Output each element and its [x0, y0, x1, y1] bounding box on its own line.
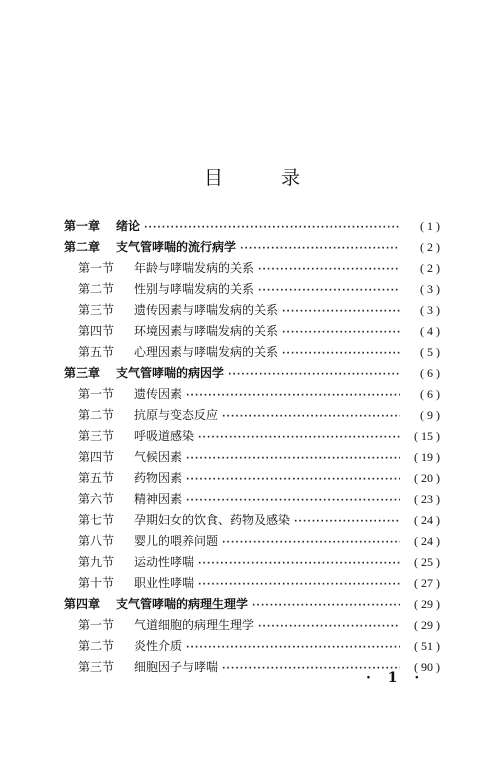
toc-dot-leader	[222, 407, 400, 428]
toc-page-number: ( 90 )	[414, 660, 440, 674]
toc-row[interactable]	[64, 426, 440, 447]
toc-section-number: 第一节	[78, 387, 115, 401]
toc-section-number: 第一节	[78, 261, 115, 275]
toc-section-number: 第七节	[78, 513, 115, 527]
toc-page-number: ( 24 )	[414, 534, 440, 548]
toc-row[interactable]	[64, 594, 440, 615]
toc-dot-leader	[294, 512, 400, 533]
toc-row[interactable]	[64, 384, 440, 405]
toc-row[interactable]	[64, 531, 440, 552]
toc-dot-leader	[252, 596, 400, 617]
toc-section-title: 性别与哮喘发病的关系	[134, 282, 255, 296]
toc-section-number: 第六节	[78, 492, 115, 506]
toc-section-number: 第五节	[78, 345, 115, 359]
toc-section-title: 炎性介质	[134, 639, 183, 653]
toc-section-number: 第二节	[78, 282, 115, 296]
toc-page-number: ( 2 )	[420, 261, 440, 275]
toc-section-number: 第三节	[78, 660, 115, 674]
page-title: 目 录	[203, 166, 327, 189]
toc-row[interactable]	[64, 489, 440, 510]
toc-section-title: 药物因素	[134, 471, 183, 485]
toc-section-title: 抗原与变态反应	[134, 408, 219, 422]
toc-page-number: ( 3 )	[420, 303, 440, 317]
toc-row[interactable]	[64, 573, 440, 594]
toc-dot-leader	[258, 617, 400, 638]
toc-chapter-title: 支气管哮喘的病因学	[116, 366, 225, 380]
toc-section-title: 运动性哮喘	[134, 555, 195, 569]
toc-dot-leader	[258, 281, 400, 302]
toc-dot-leader	[198, 428, 400, 449]
toc-row[interactable]	[64, 405, 440, 426]
toc-dot-leader	[186, 449, 400, 470]
toc-page-number: ( 2 )	[420, 240, 440, 254]
toc-section-title: 精神因素	[134, 492, 183, 506]
toc-page-number: ( 4 )	[420, 324, 440, 338]
toc-row[interactable]	[64, 363, 440, 384]
toc-page-number: ( 23 )	[414, 492, 440, 506]
toc-row[interactable]	[64, 447, 440, 468]
toc-dot-leader	[258, 260, 400, 281]
toc-page-number: ( 9 )	[420, 408, 440, 422]
toc-section-number: 第二节	[78, 408, 115, 422]
toc-dot-leader	[228, 365, 400, 386]
toc-page-number: ( 15 )	[414, 429, 440, 443]
page-number: · 1 ·	[366, 670, 426, 686]
toc-section-number: 第二节	[78, 639, 115, 653]
toc-section-title: 职业性哮喘	[134, 576, 195, 590]
toc-row[interactable]	[64, 216, 440, 237]
toc-row[interactable]	[64, 321, 440, 342]
toc-chapter-number: 第四章	[64, 597, 101, 611]
toc-page-number: ( 3 )	[420, 282, 440, 296]
toc-section-title: 年龄与哮喘发病的关系	[134, 261, 255, 275]
toc-section-title: 气候因素	[134, 450, 183, 464]
toc-section-number: 第四节	[78, 450, 115, 464]
toc-row[interactable]	[64, 552, 440, 573]
toc-section-number: 第四节	[78, 324, 115, 338]
toc-section-number: 第五节	[78, 471, 115, 485]
toc-section-title: 心理因素与哮喘发病的关系	[134, 345, 279, 359]
toc-dot-leader	[186, 491, 400, 512]
toc-page-number: ( 6 )	[420, 366, 440, 380]
toc-page-number: ( 25 )	[414, 555, 440, 569]
table-of-contents	[64, 216, 440, 678]
toc-dot-leader	[144, 218, 400, 239]
toc-chapter-number: 第三章	[64, 366, 101, 380]
toc-chapter-title: 绪论	[116, 219, 141, 233]
toc-page-number: ( 6 )	[420, 387, 440, 401]
toc-section-number: 第九节	[78, 555, 115, 569]
toc-dot-leader	[198, 575, 400, 596]
toc-section-number: 第一节	[78, 618, 115, 632]
toc-chapter-title: 支气管哮喘的病理生理学	[116, 597, 249, 611]
toc-page-number: ( 19 )	[414, 450, 440, 464]
toc-section-number: 第三节	[78, 429, 115, 443]
toc-row[interactable]	[64, 510, 440, 531]
toc-dot-leader	[240, 239, 400, 260]
toc-row[interactable]	[64, 258, 440, 279]
toc-dot-leader	[186, 386, 400, 407]
toc-chapter-title: 支气管哮喘的流行病学	[116, 240, 237, 254]
toc-section-number: 第八节	[78, 534, 115, 548]
toc-dot-leader	[282, 302, 400, 323]
toc-section-number: 第三节	[78, 303, 115, 317]
toc-row[interactable]	[64, 279, 440, 300]
toc-section-title: 细胞因子与哮喘	[134, 660, 219, 674]
toc-dot-leader	[186, 638, 400, 659]
toc-section-title: 呼吸道感染	[134, 429, 195, 443]
toc-page-number: ( 24 )	[414, 513, 440, 527]
toc-section-title: 环境因素与哮喘发病的关系	[134, 324, 279, 338]
toc-chapter-number: 第二章	[64, 240, 101, 254]
toc-page-number: ( 5 )	[420, 345, 440, 359]
toc-page-number: ( 1 )	[420, 219, 440, 233]
toc-dot-leader	[282, 344, 400, 365]
toc-page-number: ( 29 )	[414, 618, 440, 632]
toc-section-title: 气道细胞的病理生理学	[134, 618, 255, 632]
toc-chapter-number: 第一章	[64, 219, 101, 233]
toc-page-number: ( 51 )	[414, 639, 440, 653]
toc-row[interactable]	[64, 468, 440, 489]
toc-dot-leader	[282, 323, 400, 344]
toc-section-number: 第十节	[78, 576, 115, 590]
toc-section-title: 遗传因素	[134, 387, 183, 401]
toc-row[interactable]	[64, 300, 440, 321]
toc-section-title: 遗传因素与哮喘发病的关系	[134, 303, 279, 317]
toc-row[interactable]	[64, 342, 440, 363]
toc-section-title: 婴儿的喂养问题	[134, 534, 219, 548]
toc-row[interactable]	[64, 237, 440, 258]
toc-page-number: ( 29 )	[414, 597, 440, 611]
toc-dot-leader	[222, 533, 400, 554]
toc-dot-leader	[198, 554, 400, 575]
toc-dot-leader	[186, 470, 400, 491]
toc-page-number: ( 20 )	[414, 471, 440, 485]
toc-row[interactable]	[64, 636, 440, 657]
toc-row[interactable]	[64, 615, 440, 636]
toc-page-number: ( 27 )	[414, 576, 440, 590]
toc-section-title: 孕期妇女的饮食、药物及感染	[134, 513, 291, 527]
